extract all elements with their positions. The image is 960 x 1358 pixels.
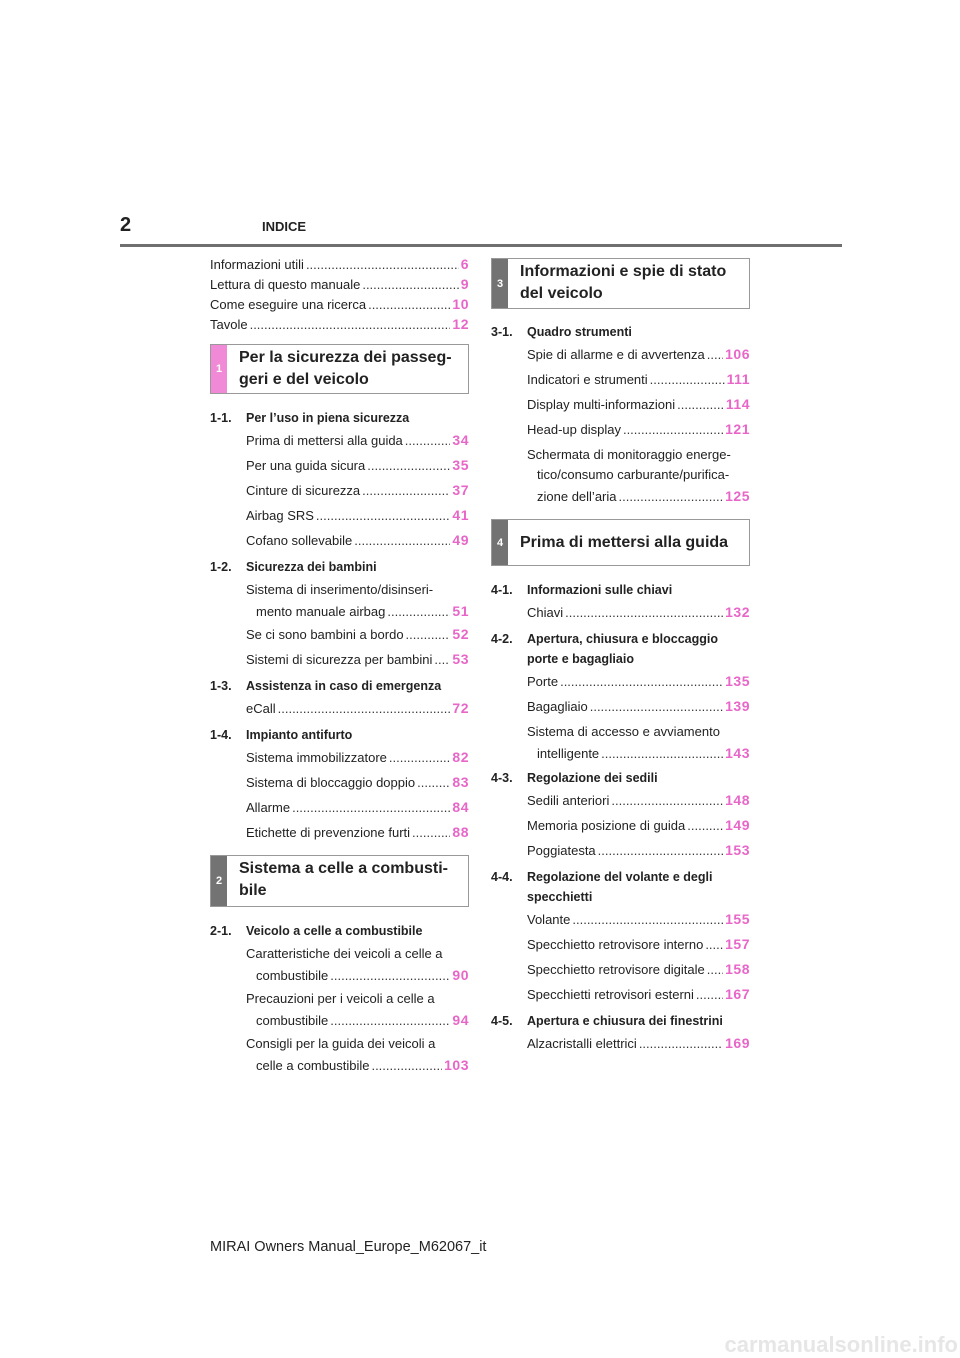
toc-entry[interactable]: Caratteristiche dei veicoli a celle a combustibile ..... 90 — [246, 944, 469, 986]
toc-entry[interactable]: Chiavi ..... 132 — [527, 600, 750, 625]
page-number: 2 — [120, 214, 132, 236]
toc-entry[interactable] — [210, 294, 469, 314]
toc-page: 6 — [460, 256, 469, 272]
toc-page: 12 — [452, 316, 469, 332]
section-heading: 1-3. Assistenza in caso di emergenza — [210, 679, 442, 693]
toc-entry[interactable]: Sistema di bloccaggio doppio ..... 83 — [246, 770, 469, 795]
header-divider — [120, 244, 842, 247]
svg-text:carmanualsonline.info: carmanualsonline.info — [724, 1332, 958, 1357]
chapter-box-1[interactable] — [210, 344, 469, 394]
chapter-tab: 2 — [211, 856, 227, 906]
toc-label: Informazioni utili — [210, 257, 304, 272]
page-title: INDICE — [262, 219, 307, 234]
toc-label: Lettura di questo manuale — [210, 277, 361, 292]
chapter-tab: 4 — [492, 520, 508, 565]
toc-entry[interactable]: Se ci sono bambini a bordo ..... 52 — [246, 622, 469, 647]
toc-entry[interactable]: Display multi-informazioni ..... 114 — [527, 392, 750, 417]
section-heading: 4-2. Apertura, chiusura e bloccaggio porte e bagagliaio — [491, 632, 719, 666]
section-4-1 — [491, 580, 750, 625]
toc-entry[interactable]: Alzacristalli elettrici ..... 169 — [527, 1031, 750, 1056]
section-heading: 1-1. Per l’uso in piena sicurezza — [210, 411, 410, 425]
left-column — [210, 252, 469, 1076]
toc-entry[interactable]: Memoria posizione di guida ..... 149 — [527, 813, 750, 838]
chapter-title: Prima di mettersi alla guida — [520, 534, 729, 551]
toc-page: 9 — [460, 276, 469, 292]
section-1-4 — [210, 725, 469, 845]
chapter-box-2[interactable] — [210, 855, 469, 907]
chapter-box-4[interactable] — [491, 519, 750, 566]
toc-entry[interactable]: Consigli per la guida dei veicoli a celle a combustibile ..... 103 — [246, 1034, 469, 1076]
section-heading: 1-4. Impianto antifurto — [210, 728, 353, 742]
section-3-1 — [491, 322, 750, 507]
section-4-5 — [491, 1011, 750, 1056]
toc-entry[interactable]: Prima di mettersi alla guida ..... 34 — [246, 428, 469, 453]
intro-list — [210, 254, 469, 334]
right-column — [491, 258, 750, 1056]
toc-entry[interactable]: Spie di allarme e di avvertenza ..... 106 — [527, 342, 750, 367]
toc-entry[interactable]: Sistema di inserimento/disinseri- mento manuale airbag ..... 51 — [246, 580, 469, 622]
toc-entry[interactable]: Volante ..... 155 — [527, 907, 750, 932]
toc-entry[interactable]: Specchietti retrovisori esterni ..... 167 — [527, 982, 750, 1007]
toc-entry[interactable]: Etichette di prevenzione furti ..... 88 — [246, 820, 469, 845]
toc-label: Come eseguire una ricerca — [210, 297, 367, 312]
section-heading: 4-1. Informazioni sulle chiavi — [491, 583, 673, 597]
section-4-3 — [491, 768, 750, 863]
toc-entry[interactable]: Head-up display ..... 121 — [527, 417, 750, 442]
toc-entry[interactable] — [210, 274, 469, 294]
toc-entry[interactable]: Indicatori e strumenti ..... 111 — [527, 367, 750, 392]
section-heading: 4-5. Apertura e chiusura dei finestrini — [491, 1014, 723, 1028]
chapter-title: Sistema a celle a combusti- bile — [239, 860, 448, 899]
section-1-2 — [210, 557, 469, 672]
chapter-tab: 3 — [492, 259, 508, 308]
section-4-2 — [491, 629, 750, 764]
toc-entry[interactable]: Porte ..... 135 — [527, 669, 750, 694]
toc-entry[interactable]: Allarme ..... 84 — [246, 795, 469, 820]
watermark-logo — [660, 1330, 960, 1358]
toc-entry[interactable]: Precauzioni per i veicoli a celle a combustibile ..... 94 — [246, 989, 469, 1031]
chapter-box-3[interactable] — [491, 258, 750, 309]
section-4-4 — [491, 867, 750, 1007]
toc-entry[interactable]: Per una guida sicura ..... 35 — [246, 453, 469, 478]
toc-entry[interactable]: eCall ..... 72 — [246, 696, 469, 721]
toc-entry[interactable]: Bagagliaio ..... 139 — [527, 694, 750, 719]
chapter-title: Per la sicurezza dei passeg- geri e del veicolo — [239, 349, 452, 388]
section-1-3 — [210, 676, 469, 721]
toc-entry[interactable]: Sistemi di sicurezza per bambini ..... 53 — [246, 647, 469, 672]
toc-label: Tavole — [210, 317, 248, 332]
toc-entry[interactable]: Specchietto retrovisore digitale ..... 158 — [527, 957, 750, 982]
toc-entry[interactable]: Sistema di accesso e avviamento intelligente ..... 143 — [527, 722, 750, 764]
toc-entry[interactable]: Cofano sollevabile ..... 49 — [246, 528, 469, 553]
section-heading: 4-3. Regolazione dei sedili — [491, 771, 658, 785]
toc-page: 10 — [452, 296, 469, 312]
toc-entry[interactable]: Cinture di sicurezza ..... 37 — [246, 478, 469, 503]
chapter-tab: 1 — [211, 345, 227, 393]
toc-entry[interactable] — [210, 254, 469, 274]
toc-entry[interactable] — [210, 314, 469, 334]
toc-entry[interactable]: Schermata di monitoraggio energe- tico/consumo carburante/purifica- zione dell’aria ..... 125 — [527, 445, 750, 507]
toc-entry[interactable]: Specchietto retrovisore interno ..... 157 — [527, 932, 750, 957]
toc-entry[interactable]: Sedili anteriori ..... 148 — [527, 788, 750, 813]
section-2-1 — [210, 921, 469, 1076]
section-heading: 2-1. Veicolo a celle a combustibile — [210, 924, 423, 938]
section-1-1 — [210, 408, 469, 553]
footer-text: MIRAI Owners Manual_Europe_M62067_it — [210, 1239, 487, 1255]
chapter-title: Informazioni e spie di stato del veicolo — [520, 263, 727, 302]
toc-entry[interactable]: Airbag SRS ..... 41 — [246, 503, 469, 528]
section-heading: 4-4. Regolazione del volante e degli specchietti — [491, 870, 713, 904]
section-heading: 1-2. Sicurezza dei bambini — [210, 560, 377, 574]
toc-entry[interactable]: Poggiatesta ..... 153 — [527, 838, 750, 863]
section-heading: 3-1. Quadro strumenti — [491, 325, 632, 339]
toc-entry[interactable]: Sistema immobilizzatore ..... 82 — [246, 745, 469, 770]
